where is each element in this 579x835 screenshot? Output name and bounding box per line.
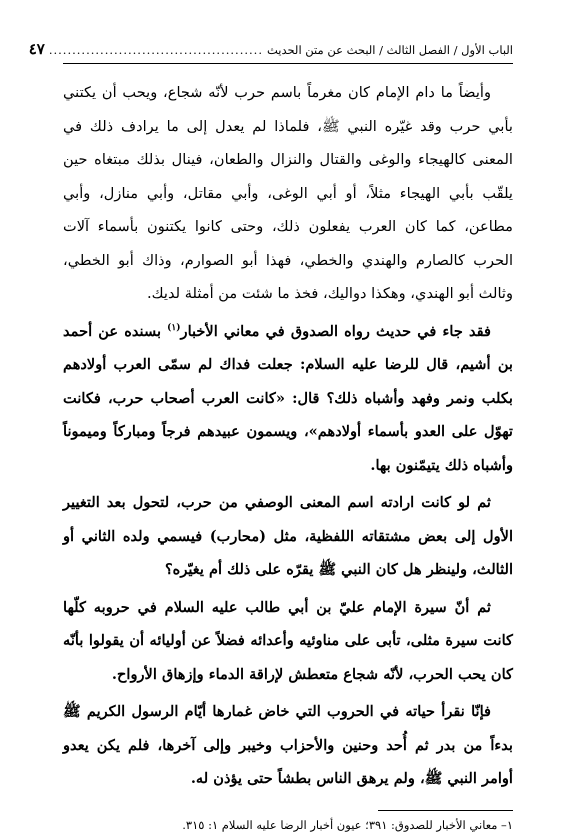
paragraph-2	[63, 315, 513, 483]
header-title: الباب الأول / الفصل الثالث / البحث عن متن الحديث	[266, 43, 513, 57]
footnote-reference: (١)	[167, 322, 181, 333]
paragraph-3: ثم لو كانت ارادته اسم المعنى الوصفي من حرب، لتحول بعد التغيير الأول إلى بعض مشتقاته اللفظية، مثل (محارب) فيسمي ولده الثاني أو الثالث، ولينظر هل كان النبي ﷺ يقرّه على ذلك أم يغيّره؟	[63, 494, 513, 578]
footnote: ١– معاني الأخبار للصدوق: ٣٩١؛ عيون أخبار الرضا عليه السلام ١: ٣١٥.	[182, 817, 513, 832]
paragraph-1: وأيضاً ما دام الإمام كان مغرماً باسم حرب لأنّه شجاع، ويحب أن يكتني بأبي حرب وقد غيّره النبي ﷺ، فلماذا لم يعدل إلى ما يرادف ذلك في المعنى كالهيجاء والوغى والقتال والنزال والطعان، فينال بذلك مبتغاه حين يلقّب بأبي الهيجاء مثلاً، أو أبي الوغى، وأبي مقاتل، وأبي منازل، وأبي مطاعن، كما كان العرب يفعلون ذلك، وحتى كانوا يكتنون بأسماء آلات الحرب كالصارم والهندي والخطي، فهذا أبو الصوارم، وذاك أبو الخطي، وثالث أبو الهندي، وهكذا دواليك، فخذ ما شئت من أمثلة لديك.	[63, 84, 513, 302]
paragraph-2-text-start: فقد جاء في حديث رواه الصدوق في معاني الأخبار	[180, 322, 491, 340]
footnote-divider	[378, 810, 513, 811]
paragraph-4: ثم أنّ سيرة الإمام عليّ بن أبي طالب عليه السلام في حروبه كلّها كانت سيرة مثلى، تأبى على مناوئيه وأعدائه فضلاً عن أوليائه أن يقولوا بأنّه كان يحب الحرب، لأنّه شجاع متعطش لإراقة الدماء وإزهاق الأرواح.	[63, 598, 513, 683]
running-header	[28, 40, 513, 64]
paragraph-2-text-end: بسنده عن أحمد بن أشيم، قال للرضا عليه السلام: جعلت فداك لم سمّى العرب أولادهم بكلب ونمر وفهد وأشباه ذلك؟ قال: «كانت العرب أصحاب حرب، فكانت تهوّل على العدو بأسماء أولادهم»، ويسمون عبيدهم فرجاً ومباركاً وميموناً وأشباه ذلك يتيمّنون بها.	[63, 322, 513, 474]
header-leader-dots: ..............................................	[48, 43, 263, 57]
paragraph-5: فإنّا نقرأ حياته في الحروب التي خاض غمارها أيّام الرسول الكريم ﷺ بدءاً من بدر ثم أُحد وحنين والأحزاب وخيبر وإلى آخرها، فلم يكن يعدو أوامر النبي ﷺ، ولم يرهق الناس بطشاً حتى يؤذن له.	[63, 703, 513, 787]
page-number: ٤٧	[28, 40, 45, 58]
page-body	[63, 76, 513, 796]
